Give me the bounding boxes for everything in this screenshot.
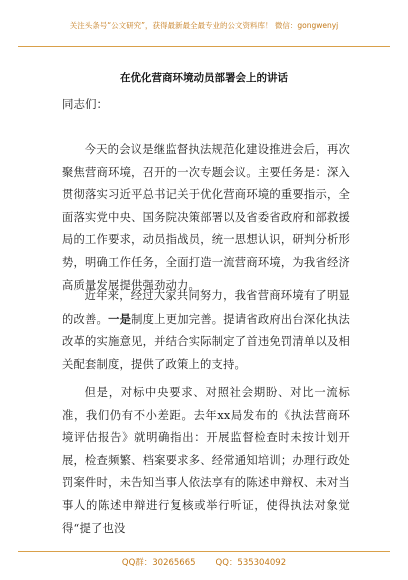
footer-qq-group: QQ群：30265665 bbox=[121, 558, 196, 568]
paragraph-2-body: 制度上更加完善。提请省政府出台深化执法改革的实施意见，并结合实际制定了首违免罚清单以及相关配套制度，提供了政策上的支持。 bbox=[62, 312, 350, 371]
footer bbox=[0, 556, 408, 568]
footer-divider bbox=[18, 551, 390, 552]
greeting: 同志们： bbox=[62, 97, 108, 111]
footer-qq: QQ：535304092 bbox=[215, 558, 287, 568]
document-title: 在优化营商环境动员部署会上的讲话 bbox=[120, 72, 288, 84]
header-divider bbox=[18, 46, 390, 47]
paragraph-1: 今天的会议是继监督执法规范化建设推进会后，再次聚焦营商环境，召开的一次专题会议。主要任务是：深入贯彻落实习近平总书记关于优化营商环境的重要指示，全面落实党中央、国务院决策部署以及省委省政府和部救援局的工作要求，动员指战员，统一思想认识，研判分析形势，明确工作任务，全面打造一流营商环境，为我省经济高质量发展提供强劲动力。 bbox=[62, 143, 350, 292]
paragraph-3: 但是，对标中央要求、对照社会期盼、对比一流标准，我们仍有不小差距。去年xx局发布的《执法营商环境评估报告》就明确指出：开展监督检查时未按计划开展，检查频繁、档案要求多、经常通知培训；办理行政处罚案件时，未告知当事人依法享有的陈述申辩权、未对当事人的陈述申辩进行复核或举行听证，使得执法对象觉得“提了也没 bbox=[62, 386, 350, 535]
paragraph-2-intro: 近年来，经过大家共同努力，我省营商环境有了明显的改善。 bbox=[62, 289, 350, 326]
header-banner: 关注头条号“公文研究”，获得最新最全最专业的公文资料库！ 微信：gongwenyj bbox=[69, 21, 339, 30]
paragraph-2 bbox=[62, 285, 350, 376]
paragraph-2-emphasis: 一是 bbox=[108, 311, 132, 326]
